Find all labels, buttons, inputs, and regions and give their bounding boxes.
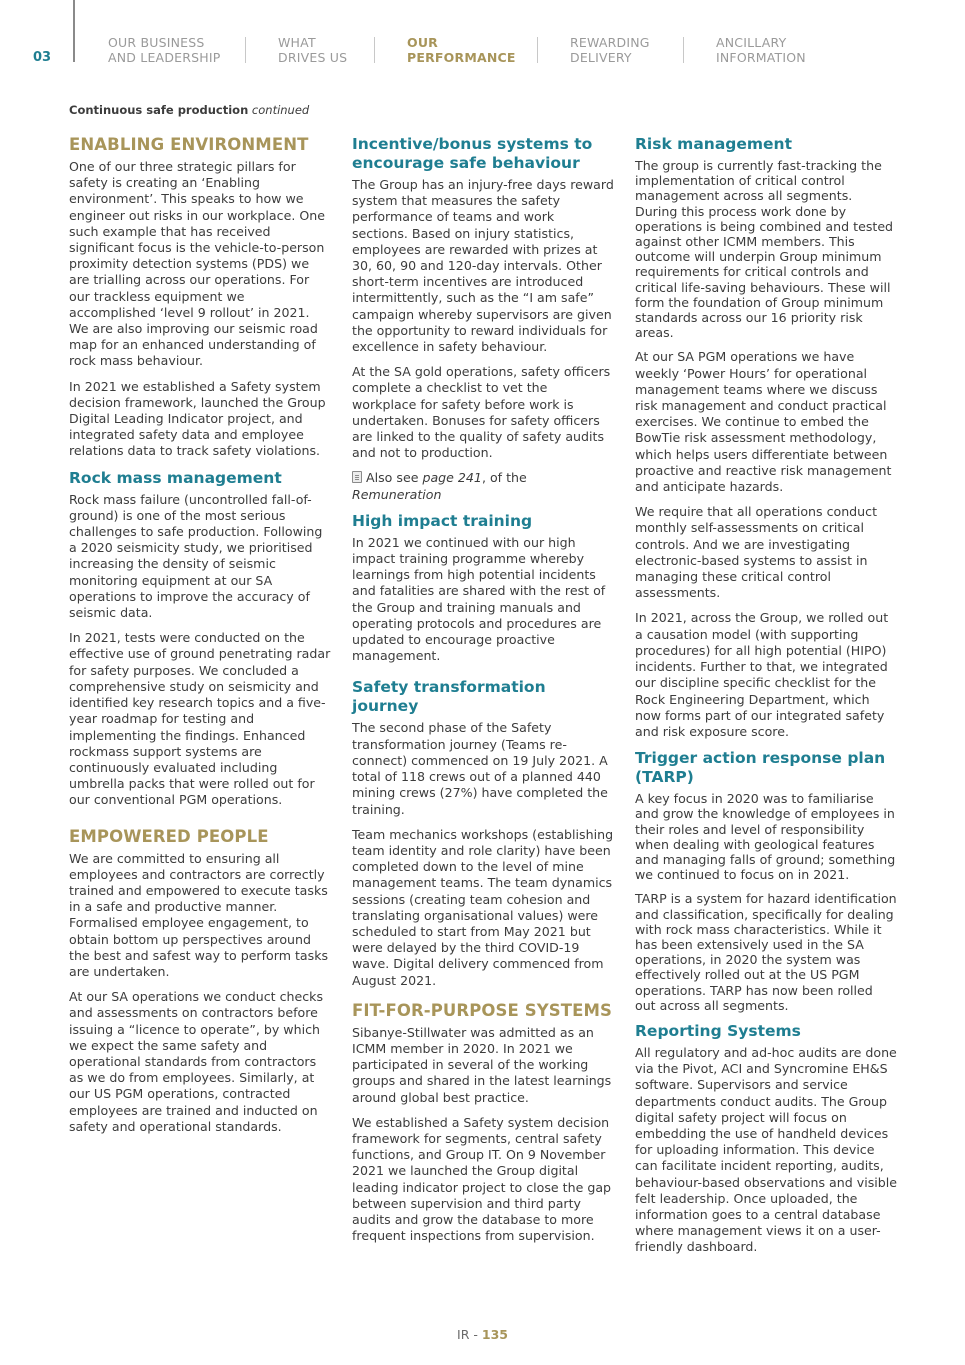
column-middle xyxy=(352,135,614,1253)
nav-label: ANCILLARY xyxy=(716,35,787,50)
heading-high-impact-training: High impact training xyxy=(352,511,533,530)
nav-separator xyxy=(683,37,684,63)
footer-page-number: 135 xyxy=(481,1327,508,1342)
heading-safety-transformation-journey: Safety transformation journey xyxy=(352,678,546,716)
paragraph: We established a Safety system decision framework for segments, central safety functions, and Group IT. On 9 November 2021 we launched the Group digital leading indicator project to close the gap between supervision and third party audits and grow the database to more frequent inspections from supervision. xyxy=(352,1114,612,1244)
nav-label: REWARDING xyxy=(570,35,650,50)
nav-label: DRIVES US xyxy=(278,50,348,65)
paragraph: Sibanye-Stillwater was admitted as an ICMM member in 2020. In 2021 we participated in several of the working groups and shared in the latest learnings around global best practice. xyxy=(352,1024,612,1105)
nav-item-our-business[interactable] xyxy=(108,35,220,65)
paragraph: We are committed to ensuring all employees and contractors are correctly trained and empowered to execute tasks in a safe and productive manner. Formalised employee engagement, to obtain bottom up perspectives around the best and safest way to perform tasks are undertaken. xyxy=(69,850,329,979)
paragraph: We require that all operations conduct monthly self-assessments on critical controls. And we are investigating electronic-based systems to assist in managing these critical control assessments. xyxy=(635,504,878,601)
section-number: 03 xyxy=(33,50,52,65)
page-footer xyxy=(0,1327,965,1342)
column-right xyxy=(635,135,897,1265)
top-navigation xyxy=(0,35,965,67)
section-label-bold: Continuous safe production xyxy=(69,103,249,117)
paragraph: At our SA PGM operations we have weekly ‘Power Hours’ for operational management teams where we discuss risk management and conduct practical exercises. We continue to embed the BowTie risk assessment methodology, which helps users differentiate between proactive and reactive risk management and anticipate hazards. xyxy=(635,349,892,495)
section-continued-label xyxy=(69,103,309,117)
paragraph: The group is currently fast-tracking the implementation of critical control management across all segments. During this process work done by operations is being combined and tested against other ICMM members. This outcome will underpin Group minimum requirements for critical controls and critical life-saving behaviours. These will form the foundation of Group minimum standards across our 16 priority risk areas. xyxy=(635,158,894,341)
nav-label: AND LEADERSHIP xyxy=(108,50,221,65)
paragraph: At the SA gold operations, safety officers complete a checklist to vet the workplace for safety before work is undertaken. Bonuses for safety officers are linked to the quality of safety audits and not to production. xyxy=(352,364,611,461)
heading-risk-management: Risk management xyxy=(635,135,792,153)
heading-incentive-bonus-systems: Incentive/bonus systems to encourage safe behaviour xyxy=(352,135,593,172)
nav-label: OUR xyxy=(407,35,439,50)
nav-label: DELIVERY xyxy=(570,50,632,65)
nav-label: PERFORMANCE xyxy=(407,50,516,65)
heading-fit-for-purpose-systems: FIT-FOR-PURPOSE SYSTEMS xyxy=(352,1000,612,1020)
footer-prefix: IR - xyxy=(457,1327,482,1342)
nav-item-what-drives-us[interactable] xyxy=(278,35,347,65)
nav-item-our-performance[interactable] xyxy=(407,35,516,65)
paragraph: The Group has an injury-free days reward system that measures the safety performance of teams and work sections. Based on injury statistics, employees are rewarded with prizes at 30, 60, 90 and 120-day intervals. Other short-term incentives are introduced intermittently, such as the “I am safe” campaign whereby supervisors are given the opportunity to reward individuals for excellence in safety behaviour. xyxy=(352,177,614,355)
cross-reference-link[interactable] xyxy=(352,470,614,502)
paragraph: One of our three strategic pillars for safety is creating an ‘Enabling environment’. This speaks to how we engineer out risks in our workplace. One such example that has received significant focus is the vehicle-to-person proximity detection systems (PDS) we are trialling across our operations. For our trackless equipment we accomplished ‘level 9 rollout’ in 2021. We are also improving our seismic road map for an enhanced understanding of rock mass behaviour. xyxy=(69,159,325,369)
column-left xyxy=(69,135,331,1144)
paragraph: In 2021 we continued with our high impact training programme whereby learnings from high potential incidents and fatalities are shared with the rest of the Group and training manuals and operating protocols and procedures are updated to encourage proactive management. xyxy=(352,534,606,664)
paragraph: TARP is a system for hazard identification and classification, specifically for dealing with rock mass characteristics. While it has been extensively used in the SA operations, in 2020 the system was effectively rolled out at the US PGM operations. TARP has now been rolled out across all segments. xyxy=(635,891,897,1013)
ref-mid: , of the xyxy=(481,470,527,486)
heading-rock-mass-management: Rock mass management xyxy=(69,468,282,487)
paragraph: Team mechanics workshops (establishing team identity and role clarity) have been completed down to the level of mine management teams. The team dynamics sessions (creating team cohesion and translating organisational values) were scheduled to start from May 2021 but were delayed by the third COVID-19 wave. Digital delivery commenced from August 2021. xyxy=(352,826,614,988)
document-icon xyxy=(352,471,362,483)
nav-separator xyxy=(245,37,246,63)
ref-page: page 241 xyxy=(422,470,482,486)
nav-label: INFORMATION xyxy=(716,50,806,65)
heading-trigger-action-response-plan: Trigger action response plan (TARP) xyxy=(635,749,886,787)
paragraph: At our SA operations we conduct checks and assessments on contractors before issuing a “licence to operate”, by which we expect the same safety and operational standards from contractors as we do from employees. Similarly, at our US PGM operations, contracted employees are trained and inducted on safety and operational standards. xyxy=(69,989,324,1134)
paragraph: In 2021, across the Group, we rolled out a causation model (with supporting procedures) for all high potential (HIPO) incidents. Further to that, we integrated our discipline specific checklist for the Rock Engineering Department, which now forms part of our integrated safety and risk exposure score. xyxy=(635,610,889,739)
nav-separator xyxy=(374,37,375,63)
heading-enabling-environment: ENABLING ENVIRONMENT xyxy=(69,135,309,154)
nav-item-ancillary-information[interactable] xyxy=(716,35,806,65)
paragraph: The second phase of the Safety transformation journey (Teams re-connect) commenced on 19 July 2021. A total of 118 crews out of a planned 440 mining crews (27%) have completed the training. xyxy=(352,720,608,817)
paragraph: All regulatory and ad-hoc audits are done via the Pivot, ACI and Syncromine EH&S software. Supervisors and service departments conduct audits. The Group digital safety project will focus on embedding the use of handheld devices for uploading information. This device can facilitate incident reporting, audits, behaviour-based observations and visible felt leadership. Once uploaded, the information goes to a central database where management views it on a user-friendly dashboard. xyxy=(635,1044,898,1255)
ref-document: Remuneration xyxy=(352,486,442,502)
paragraph: In 2021, tests were conducted on the effective use of ground penetrating radar for safety purposes. We concluded a comprehensive study on seismicity and identified key research topics and a five-year roadmap for testing and implementing the findings. Enhanced rockmass support systems are continuously evaluated including umbrella packs that were rolled out for our conventional PGM operations. xyxy=(69,630,331,808)
heading-reporting-systems: Reporting Systems xyxy=(635,1021,801,1040)
paragraph: In 2021 we established a Safety system decision framework, launched the Group Digital Leading Indicator project, and integrated safety data and employee relations data to track safety violations. xyxy=(69,378,326,459)
nav-label: WHAT xyxy=(278,35,316,50)
paragraph: Rock mass failure (uncontrolled fall-of-ground) is one of the most serious challenges to safe production. Following a 2020 seismicity study, we prioritised increasing the density of seismic monitoring equipment at our SA operations to improve the accuracy of seismic data. xyxy=(69,491,323,621)
nav-separator xyxy=(537,37,538,63)
nav-item-rewarding-delivery[interactable] xyxy=(570,35,650,65)
nav-label: OUR BUSINESS xyxy=(108,35,205,50)
paragraph: A key focus in 2020 was to familiarise and grow the knowledge of employees in their roles and level of responsibility when dealing with geological features and managing falls of ground; something we continued to focus on in 2021. xyxy=(635,791,896,883)
ref-prefix: Also see xyxy=(366,470,423,486)
heading-empowered-people: EMPOWERED PEOPLE xyxy=(69,826,269,846)
section-label-italic: continued xyxy=(251,103,310,117)
